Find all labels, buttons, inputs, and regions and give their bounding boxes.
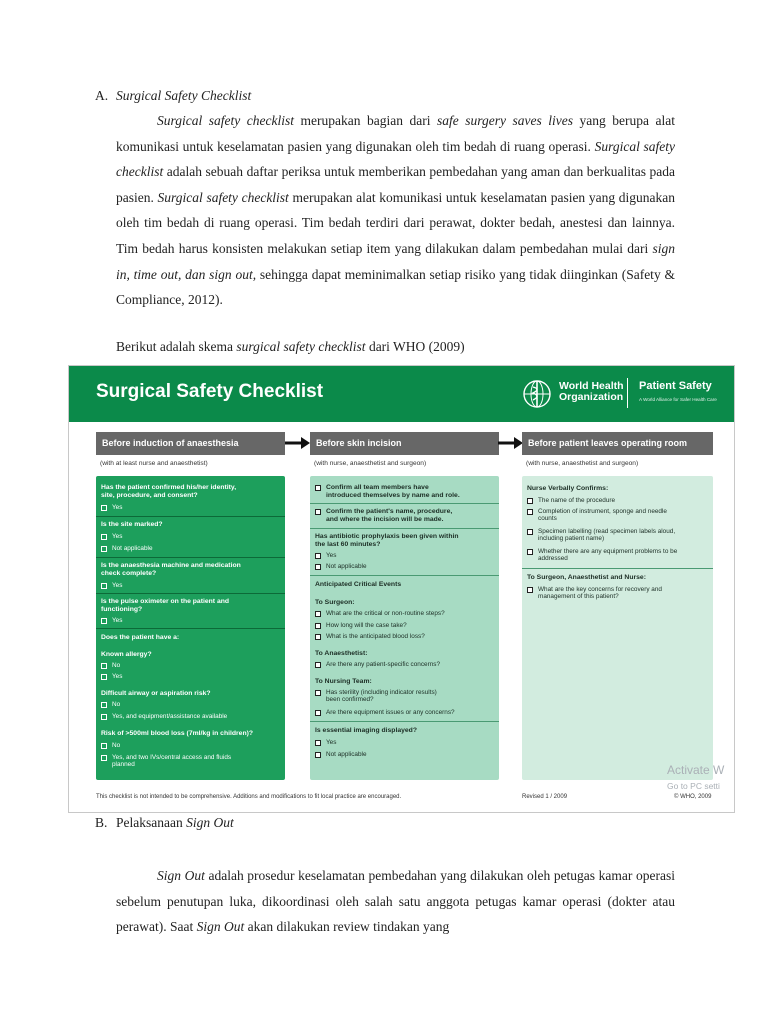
checkbox[interactable] [101,534,107,540]
checkbox[interactable] [101,674,107,680]
checkbox[interactable] [315,662,321,668]
figure-intro: Berikut adalah skema surgical safety checklist dari WHO (2009) [116,339,465,354]
col1-subtitle: (with at least nurse and anaesthetist) [100,460,208,467]
checkbox[interactable] [101,755,107,761]
term: Surgical safety checklist [116,138,675,180]
who-name: World Health Organization [559,380,624,403]
checkbox[interactable] [527,509,533,515]
checkbox-option[interactable]: Confirm all team members have introduced themselves by name and role. [315,484,460,499]
c1-question-patient-have: Does the patient have a: [101,634,180,641]
figure-header [69,366,734,422]
section-a-title: Surgical Safety Checklist [116,88,252,103]
checkbox[interactable] [315,564,321,570]
c1-question-airway: Difficult airway or aspiration risk? [101,690,211,697]
patient-safety-sub: A World Alliance for Safer Health Care [639,397,717,402]
term: Surgical safety checklist [157,113,294,128]
term: Sign Out [196,919,245,935]
divider [96,516,285,517]
divider [522,568,713,569]
section-b-title-plain: Pelaksanaan [116,815,187,830]
activation-watermark: Activate W [667,763,725,777]
term: Surgical safety checklist [157,189,289,205]
arrow-right-icon [496,435,524,451]
c2-to-anaesthetist: To Anaesthetist: [315,650,368,657]
activation-watermark-sub: Go to PC setti [667,781,720,791]
checkbox[interactable] [101,702,107,708]
checkbox[interactable] [101,663,107,669]
checkbox[interactable] [315,485,321,491]
checkbox[interactable] [527,529,533,535]
checkbox[interactable] [315,611,321,617]
divider [96,628,285,629]
col3-header: Before patient leaves operating room [522,432,713,455]
divider [310,503,499,504]
c2-question-antibiotic: Has antibiotic prophylaxis been given within the last 60 minutes? [315,533,459,548]
section-a-marker: A. [95,88,109,103]
c2-to-nursing-team: To Nursing Team: [315,678,372,685]
term: safe surgery saves lives [436,113,573,128]
term: Sign Out [157,868,205,883]
col3-subtitle: (with nurse, anaesthetist and surgeon) [526,460,639,467]
checkbox[interactable] [315,623,321,629]
checkbox[interactable] [101,714,107,720]
c1-question-site: Is the site marked? [101,521,163,528]
arrow-right-icon [283,435,311,451]
checklist-figure [68,365,735,813]
c2-question-imaging: Is essential imaging displayed? [315,727,417,734]
checkbox[interactable] [527,549,533,555]
term: sign in, time out, dan sign out, [116,240,675,282]
patient-safety-label: Patient Safety [639,380,712,392]
figure-revised: Revised 1 / 2009 [522,794,568,800]
divider [310,575,499,576]
section-b-title-italic: Sign Out [186,815,234,830]
checkbox[interactable] [101,583,107,589]
checkbox[interactable] [101,505,107,511]
checkbox[interactable] [101,743,107,749]
checkbox[interactable] [315,690,321,696]
c1-question-identity: Has the patient confirmed his/her identity, site, procedure, and consent? [101,484,237,499]
checkbox[interactable] [101,618,107,624]
col1-header: Before induction of anaesthesia [96,432,285,455]
checkbox[interactable] [101,546,107,552]
c1-question-allergy: Known allergy? [101,651,152,658]
checkbox[interactable] [315,634,321,640]
c3-to-surgeon-anaesthetist-nurse: To Surgeon, Anaesthetist and Nurse: [527,574,646,581]
figure-title: Surgical Safety Checklist [96,381,324,402]
col2-panel: Confirm all team members have introduced themselves by name and role. Confirm the patient's name, procedure, and where the incision will be made. Has antibiotic prophylaxis been given within the last 60 minutes? Yes Not applicable Anticipated Critical Events To Surgeon: What are the critical or non-routine steps? How long will the case take? What is the anticipated blood loss? To Anaesthetist: Are there any patient-specific concerns? To Nursing Team: Has sterility (including indicator results) been confirmed? Are there equipment issues or any concerns? Is essential imaging displayed? Yes Not applicable [310,476,499,780]
c3-nurse-confirms: Nurse Verbally Confirms: [527,485,609,492]
checkbox[interactable] [315,509,321,515]
divider [310,528,499,529]
checkbox[interactable] [315,752,321,758]
c1-question-oximeter: Is the pulse oximeter on the patient and functioning? [101,598,230,613]
checkbox-option[interactable]: Confirm the patient's name, procedure, and where the incision will be made. [315,508,452,523]
checkbox[interactable] [315,740,321,746]
section-b-marker: B. [95,815,108,830]
checkbox[interactable] [527,587,533,593]
c2-anticipated-events: Anticipated Critical Events [315,581,402,588]
header-divider [627,378,628,408]
c1-question-blood-loss: Risk of >500ml blood loss (7ml/kg in children)? [101,730,254,737]
c2-to-surgeon: To Surgeon: [315,599,355,606]
c1-question-anaesthesia: Is the anaesthesia machine and medication check complete? [101,562,241,577]
divider [310,721,499,722]
who-emblem-icon [522,379,552,409]
checkbox[interactable] [315,710,321,716]
section-b-paragraph: Sign Out adalah prosedur keselamatan pembedahan yang dilakukan oleh petugas kamar operasi sebelum penutupan luka, dikoordinasi oleh salah satu anggota petugas kamar operasi (dokter atau perawat). Saat Sign Out akan dilakukan review tindakan yang [116,868,675,935]
divider [96,593,285,594]
col3-panel: Nurse Verbally Confirms: The name of the procedure Completion of instrument, sponge and needle counts Specimen labelling (read specimen labels aloud, including patient name) Whether there are any equipment problems to be addressed To Surgeon, Anaesthetist and Nurse: What are the key concerns for recovery and management of this patient? [522,476,713,780]
checkbox[interactable] [527,498,533,504]
section-a-paragraph: Surgical safety checklist merupakan bagian dari safe surgery saves lives yang berupa alat komunikasi untuk keselamatan pasien yang digunakan oleh tim bedah di ruang operasi. Surgical safety checklist adalah sebuah daftar periksa untuk memberikan pembedahan yang aman dan berkualitas pada pasien. Surgical safety checklist merupakan alat komunikasi untuk keselamatan pasien yang digunakan oleh tim bedah di ruang operasi. Tim bedah terdiri dari perawat, dokter bedah, anestesi dan lainnya. Tim bedah harus konsisten melakukan setiap item yang dilakukan dalam pembedahan mulai dari sign in, time out, dan sign out, sehingga dapat meminimalkan setiap risiko yang tidak diinginkan (Safety & Compliance, 2012). [116,113,675,308]
checkbox[interactable] [315,553,321,559]
col2-subtitle: (with nurse, anaesthetist and surgeon) [314,460,427,467]
figure-copyright: © WHO, 2009 [674,794,712,800]
col1-panel: Has the patient confirmed his/her identity, site, procedure, and consent? Yes Is the site marked? Yes Not applicable Is the anaesthesia machine and medication check complete? Yes Is the pulse oximeter on the patient and functioning? Yes Does the patient have a: Known allergy? No Yes Difficult airway or aspiration risk? No Yes, and equipment/assistance available Risk of >500ml blood loss (7ml/kg in children)? No Yes, and two IVs/central access and fluids planned [96,476,285,780]
figure-footnote: This checklist is not intended to be comprehensive. Additions and modifications to fit local practice are encouraged. [96,794,402,800]
col2-header: Before skin incision [310,432,499,455]
divider [96,557,285,558]
